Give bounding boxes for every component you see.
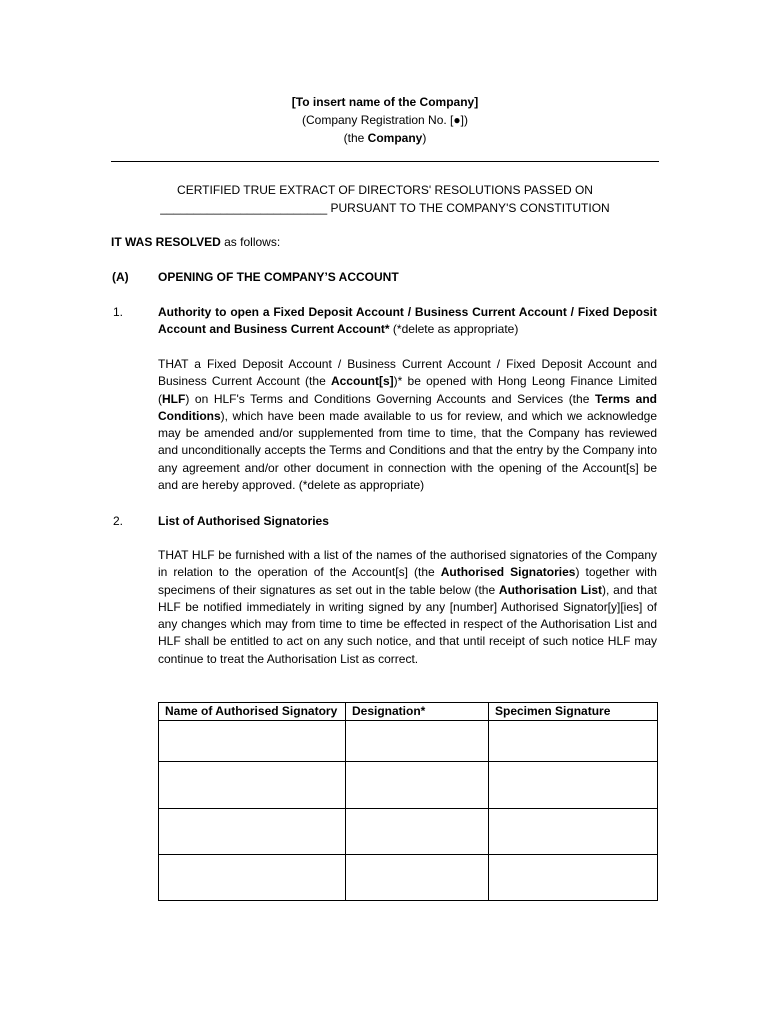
specimen-signature-cell[interactable]: [489, 721, 658, 762]
defined-term: Company: [367, 131, 423, 145]
signatory-name-cell[interactable]: [159, 809, 346, 855]
specimen-signature-cell[interactable]: [489, 762, 658, 809]
table-header-row: [159, 703, 658, 721]
resolved-intro: [111, 234, 280, 251]
defined-suffix: ): [422, 131, 427, 145]
specimen-signature-cell[interactable]: [489, 809, 658, 855]
defined-term-accounts: Account[s]: [330, 374, 394, 389]
item1-number: 1.: [113, 305, 124, 319]
table-row: [159, 762, 658, 809]
defined-term-authorisation-list: Authorisation List: [498, 582, 603, 597]
designation-cell[interactable]: [346, 809, 489, 855]
defined-prefix: (the: [343, 131, 368, 145]
defined-term-authorised-signatories: Authorised Signatories: [440, 565, 576, 580]
company-name-placeholder: [To insert name of the Company]: [291, 95, 479, 109]
item2-paragraph: THAT HLF be furnished with a list of the names of the authorised signatories of the Company in relation to the operation of the Account[s] (the Authorised Signatories) together with specimens of their signatures as set out in the table below (the Authorisation List), and that HLF be notified immediately in writing signed by any [number] Authorised Signator[y][ies] of any changes which may from time to time be effected in respect of the Authorisation List and HLF shall be entitled to act on any such notice, and that until receipt of such notice HLF may continue to treat the Authorisation List as correct.: [158, 548, 657, 666]
item1-heading-note: (*delete as appropriate): [389, 322, 519, 337]
item1-paragraph: THAT a Fixed Deposit Account / Business Current Account / Fixed Deposit Account and Business Current Account (the Account[s])* be opened with Hong Leong Finance Limited (HLF) on HLF's Terms and Conditions Governing Accounts and Services (the Terms and Conditions), which have been made available to us for review, and which we acknowledge may be amended and/or supplemented from time to time, that the Company has reviewed and unconditionally accepts the Terms and Conditions and that the entry by the Company into any agreement and/or other document in connection with the opening of the Account[s] be and are hereby approved. (*delete as appropriate): [158, 357, 658, 493]
defined-term-hlf: HLF: [162, 391, 186, 406]
designation-cell[interactable]: [346, 721, 489, 762]
authorised-signatories-table: [158, 702, 658, 901]
extract-title-line1: CERTIFIED TRUE EXTRACT OF DIRECTORS' RESOLUTIONS PASSED ON: [177, 183, 593, 197]
designation-cell[interactable]: [346, 762, 489, 809]
company-defined-term: [111, 129, 659, 147]
item2-heading: List of Authorised Signatories: [158, 514, 329, 528]
resolved-bold: IT WAS RESOLVED: [111, 235, 221, 249]
specimen-signature-cell[interactable]: [489, 855, 658, 901]
signatory-name-cell[interactable]: [159, 762, 346, 809]
defined-term-terms-and-conditions: Terms and Conditions: [158, 391, 657, 423]
signatory-name-cell[interactable]: [159, 721, 346, 762]
item1-heading-bold: Authority to open a Fixed Deposit Account / Business Current Account / Fixed Deposit Account and Business Current Account*: [158, 305, 657, 337]
designation-cell[interactable]: [346, 855, 489, 901]
company-registration: (Company Registration No. [●]): [302, 113, 468, 127]
column-header-name: Name of Authorised Signatory: [159, 703, 346, 721]
item1-heading: [158, 304, 657, 339]
section-a-label: (A): [112, 270, 129, 284]
resolved-rest: as follows:: [220, 235, 281, 249]
item2-number: 2.: [113, 514, 124, 528]
table-row: [159, 721, 658, 762]
section-a-title: OPENING OF THE COMPANY’S ACCOUNT: [158, 270, 399, 284]
table-row: [159, 809, 658, 855]
signatory-name-cell[interactable]: [159, 855, 346, 901]
extract-title-line2: _________________________ PURSUANT TO THE COMPANY'S CONSTITUTION: [160, 201, 610, 215]
column-header-designation: Designation*: [346, 703, 489, 721]
header-divider: [111, 161, 659, 162]
column-header-specimen-signature: Specimen Signature: [489, 703, 658, 721]
table-row: [159, 855, 658, 901]
